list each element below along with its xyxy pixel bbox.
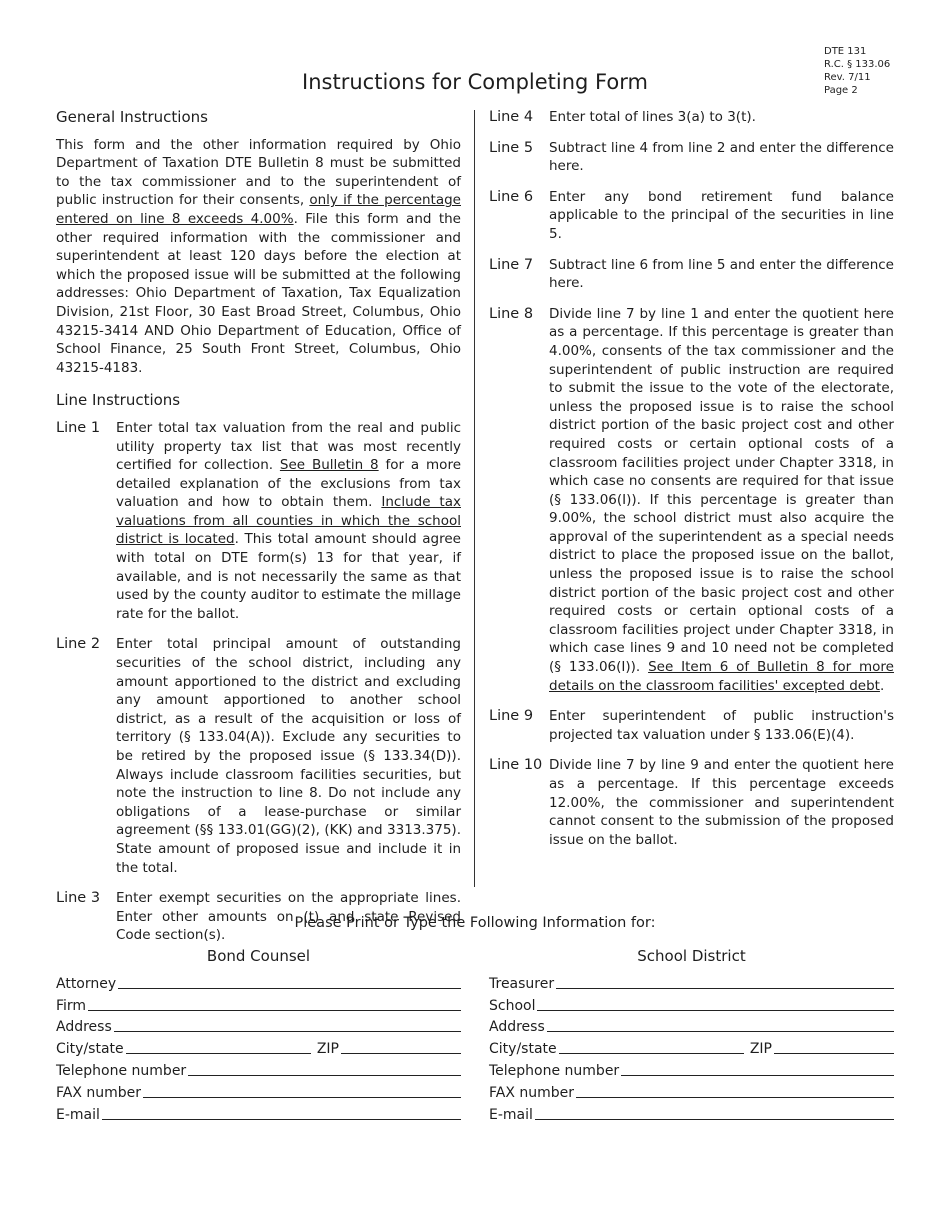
school-district-section	[489, 946, 894, 1124]
line-7-text: Subtract line 6 from line 5 and enter the difference here.	[549, 256, 894, 292]
line-4-text: Enter total of lines 3(a) to 3(t).	[549, 109, 756, 125]
bc-address-field[interactable]	[114, 1031, 461, 1032]
page-number: Page 2	[824, 85, 858, 96]
statute-reference: R.C. § 133.06	[824, 59, 891, 70]
bc-fax-row	[56, 1080, 461, 1102]
line-1-label: Line 1	[56, 419, 101, 436]
bc-telephone-label: Telephone number	[56, 1062, 187, 1079]
right-column	[489, 108, 894, 861]
general-instructions-heading: General Instructions	[56, 108, 208, 126]
line-2-text: Enter total principal amount of outstanding securities of the school district, including any amount apportioned to the district and excluding any amount apportioned to another school district, as a result of the acquisition or loss of territory (§ 133.04(A)). Exclude any securities to be retired by the proposed issue (§ 133.34(D)). Always include classroom facilities securities, but note the instruction to line 8. Do not include any obligations of a lease-purchase or similar agreement (§§ 133.01(GG)(2), (KK) and 3313.375). State amount of proposed issue and include it in the total.	[116, 636, 461, 876]
line-9-instruction	[489, 707, 894, 744]
bc-address-label: Address	[56, 1019, 112, 1036]
see-item-6-ref: See Item 6 of Bulletin 8 for more details on the classroom facilities' excepted debt	[549, 659, 894, 694]
column-divider	[474, 110, 475, 887]
bc-email-label: E-mail	[56, 1106, 100, 1123]
sd-school-field[interactable]	[537, 1010, 894, 1011]
sd-telephone-row	[489, 1058, 894, 1080]
school-district-heading: School District	[637, 947, 746, 965]
line-5-text: Subtract line 4 from line 2 and enter the difference here.	[549, 139, 894, 175]
line-7-label: Line 7	[489, 256, 534, 273]
line-5-label: Line 5	[489, 139, 534, 156]
bc-firm-row	[56, 993, 461, 1015]
general-text-part2: . File this form and the other required information with the commissioner and superintendent at least 120 days before the election at which the proposed issue will be submitted at the following addresses: Ohio Department of Taxation, Tax Equalization Division, 21st Floor, 30 East Broad Street, Columbus, Ohio 43215-3414 AND Ohio Department of Education, Office of School Finance, 25 South Front Street, Columbus, Ohio 43215-4183.	[56, 210, 461, 376]
line-8-label: Line 8	[489, 305, 534, 322]
page-title: Instructions for Completing Form	[302, 70, 648, 94]
sd-school-row	[489, 993, 894, 1015]
bc-telephone-field[interactable]	[188, 1075, 461, 1076]
line-2-instruction	[56, 635, 461, 877]
line-5-instruction	[489, 139, 894, 176]
line-9-label: Line 9	[489, 708, 534, 725]
line-4-label: Line 4	[489, 109, 534, 125]
general-text-underlined: only if the percentage entered on line 8 exceeds 4.00%	[56, 192, 461, 227]
bond-counsel-heading: Bond Counsel	[206, 947, 311, 965]
print-type-heading: Please Print or Type the Following Information for:	[294, 915, 656, 931]
line-2-label: Line 2	[56, 636, 101, 653]
bc-firm-label: Firm	[56, 997, 87, 1014]
line-8-text-end: .	[879, 677, 885, 694]
include-counties-note: Include tax valuations from all counties in which the school district is located	[116, 494, 461, 548]
sd-city-field[interactable]	[559, 1053, 744, 1054]
line-10-text: Divide line 7 by line 9 and enter the quotient here as a percentage. If this percentage exceeds 12.00%, the commissioner and superintendent cannot consent to the submission of the proposed issue on the ballot.	[549, 757, 894, 848]
line-6-instruction	[489, 188, 894, 244]
sd-address-row	[489, 1015, 894, 1037]
sd-zip-label: ZIP	[749, 1041, 772, 1058]
general-instructions-text	[56, 136, 461, 378]
bc-attorney-field[interactable]	[118, 988, 461, 989]
line-8-text-a: Divide line 7 by line 1 and enter the quotient here as a percentage. If this percentage is greater than 4.00%, consents of the tax commissioner and the superintendent of public instruction are required to submit the issue to the vote of the electorate, unless the proposed issue is to raise the school district portion of the basic project cost and other required costs or certain optional costs of a classroom facilities project under Chapter 3318, in which case no consents are required for that issue (§ 133.06(I)). If this percentage is greater than 9.00%, the school district must also acquire the approval of the superintendent as a special needs district to place the proposed issue on the ballot, unless the proposed issue is to raise the school district portion of the basic project cost and other required costs or certain optional costs of a classroom facilities project under Chapter 3318, in which case lines 9 and 10 need not be completed (§ 133.06(I)).	[549, 305, 894, 676]
line-3-text: Enter exempt securities on the appropriate lines. Enter other amounts on (t) and state Revised Code section(s).	[116, 890, 461, 944]
sd-email-row	[489, 1102, 894, 1124]
bc-fax-field[interactable]	[143, 1097, 461, 1098]
line-6-label: Line 6	[489, 188, 534, 205]
sd-address-field[interactable]	[547, 1031, 894, 1032]
bc-attorney-label: Attorney	[56, 975, 117, 992]
sd-address-label: Address	[489, 1019, 545, 1036]
bc-email-row	[56, 1102, 461, 1124]
revision-date: Rev. 7/11	[824, 72, 871, 83]
sd-email-label: E-mail	[489, 1106, 533, 1123]
sd-treasurer-label: Treasurer	[489, 975, 555, 992]
line-instructions-heading: Line Instructions	[56, 391, 181, 410]
line-7-instruction	[489, 256, 894, 293]
bc-zip-field[interactable]	[341, 1053, 461, 1054]
line-8-instruction	[489, 305, 894, 695]
bc-telephone-row	[56, 1058, 461, 1080]
line-3-label: Line 3	[56, 890, 101, 907]
sd-fax-field[interactable]	[576, 1097, 894, 1098]
see-bulletin-8-ref: See Bulletin 8	[279, 457, 379, 474]
line-1-text-a: Enter total tax valuation from the real and public utility property tax list that was most recently certified for collection.	[116, 419, 461, 474]
line-1-text-b: for a more detailed explanation of the exclusions from tax valuation and how to obtain them.	[116, 457, 462, 511]
bc-city-field[interactable]	[126, 1053, 311, 1054]
line-10-instruction	[489, 756, 894, 849]
sd-fax-row	[489, 1080, 894, 1102]
sd-email-field[interactable]	[535, 1119, 894, 1120]
sd-treasurer-row	[489, 971, 894, 993]
line-9-text: Enter superintendent of public instruction's projected tax valuation under § 133.06(E)(4).	[549, 708, 894, 743]
line-1-text	[116, 419, 461, 624]
form-number: DTE 131	[824, 46, 867, 57]
line-10-label: Line 10	[489, 757, 543, 774]
bc-address-row	[56, 1015, 461, 1037]
sd-treasurer-field[interactable]	[556, 988, 894, 989]
bc-attorney-row	[56, 971, 461, 993]
bc-fax-label: FAX number	[56, 1084, 142, 1101]
bc-city-row	[56, 1036, 461, 1058]
bc-zip-label: ZIP	[316, 1041, 339, 1058]
left-column	[56, 108, 461, 957]
sd-school-label: School	[489, 997, 536, 1014]
general-text-part1: This form and the other information required by Ohio Department of Taxation DTE Bulletin 8 must be submitted to the tax commissioner and to the superintendent of public instruction for their consents,	[56, 136, 461, 209]
line-4-instruction	[489, 108, 894, 127]
sd-telephone-label: Telephone number	[489, 1062, 620, 1079]
sd-zip-field[interactable]	[774, 1053, 894, 1054]
sd-telephone-field[interactable]	[621, 1075, 894, 1076]
sd-fax-label: FAX number	[489, 1084, 575, 1101]
line-1-instruction	[56, 419, 461, 624]
bc-firm-field[interactable]	[88, 1010, 461, 1011]
sd-city-row	[489, 1036, 894, 1058]
bc-city-label: City/state	[56, 1041, 124, 1058]
bond-counsel-section	[56, 946, 461, 1124]
sd-city-label: City/state	[489, 1041, 557, 1058]
bc-email-field[interactable]	[102, 1119, 461, 1120]
line-8-text	[549, 305, 894, 695]
line-6-text: Enter any bond retirement fund balance applicable to the principal of the securities in line 5.	[549, 188, 894, 242]
line-1-text-c: . This total amount should agree with total on DTE form(s) 13 for that year, if available, and is not necessarily the same as that used by the county auditor to estimate the millage rate for the ballot.	[116, 531, 461, 622]
